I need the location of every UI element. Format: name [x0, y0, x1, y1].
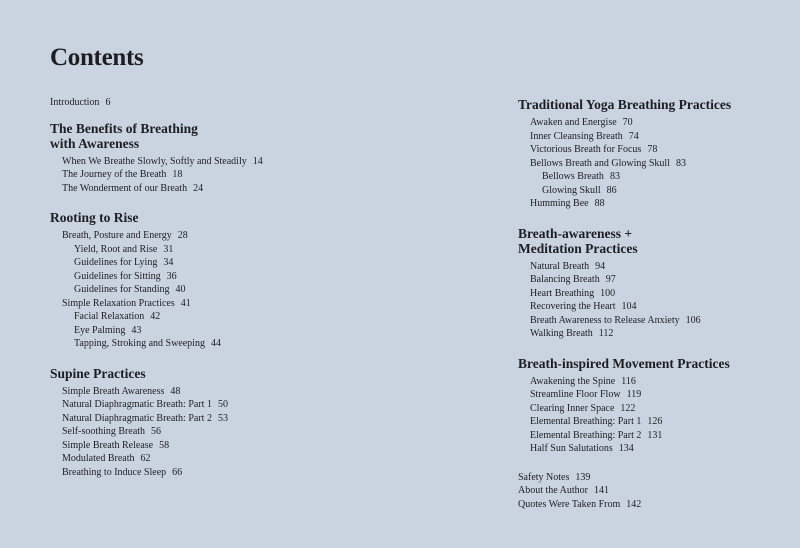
section-heading-line: Rooting to Rise — [50, 210, 139, 225]
toc-endmatter-entry[interactable] — [518, 471, 800, 485]
section-heading-line: Traditional Yoga Breathing Practices — [518, 97, 732, 112]
toc-entry-page: 48 — [170, 385, 181, 397]
toc-entry-page: 139 — [575, 471, 591, 483]
toc-entry-label: Tapping, Stroking and Sweeping — [74, 338, 205, 349]
toc-entry-label: Awaken and Energise — [530, 117, 617, 128]
toc-section — [518, 226, 800, 341]
toc-entry-label: Breathing to Induce Sleep — [62, 466, 167, 478]
toc-entry[interactable] — [50, 256, 390, 270]
toc-entry-page: 62 — [140, 453, 151, 464]
toc-entry-label: Victorious Breath for Focus — [530, 144, 642, 155]
toc-entry-label: Guidelines for Sitting — [74, 270, 161, 282]
section-heading[interactable] — [518, 97, 800, 112]
toc-entry[interactable] — [518, 300, 800, 314]
toc-entry[interactable] — [50, 229, 390, 243]
toc-entry-page: 134 — [618, 443, 634, 454]
toc-section — [50, 366, 390, 480]
toc-entry-label: Walking Breath — [530, 328, 593, 339]
toc-entry-label: Elemental Breathing: Part 1 — [530, 416, 642, 427]
section-heading-line: Breath-awareness + — [518, 225, 633, 241]
toc-entry[interactable] — [50, 155, 390, 169]
toc-entry-label: Guidelines for Lying — [74, 257, 158, 268]
toc-section — [518, 356, 800, 456]
toc-entry[interactable] — [50, 412, 390, 426]
toc-endmatter-entry[interactable] — [518, 484, 800, 498]
section-heading[interactable] — [518, 226, 800, 256]
toc-right-column — [518, 97, 800, 511]
toc-entry-page: 141 — [594, 485, 609, 496]
toc-entry-page: 112 — [598, 328, 614, 339]
toc-entry-label: Humming Bee — [530, 198, 589, 209]
toc-entry[interactable] — [518, 375, 800, 389]
section-heading-line: The Benefits of Breathing — [50, 120, 198, 136]
toc-entry-page: 97 — [605, 274, 616, 285]
toc-entry[interactable] — [518, 327, 800, 341]
toc-entry[interactable] — [518, 260, 800, 274]
toc-entry-label: Clearing Inner Space — [530, 402, 615, 414]
toc-entry[interactable] — [50, 398, 390, 412]
toc-entry[interactable] — [518, 116, 800, 130]
toc-entry-label: Half Sun Salutations — [530, 443, 613, 454]
toc-entry-page: 44 — [210, 338, 221, 349]
section-heading[interactable] — [50, 366, 390, 381]
toc-entry-label: Heart Breathing — [530, 287, 595, 299]
toc-entry-label: Quotes Were Taken From — [518, 498, 621, 510]
toc-entry-label: Streamline Floor Flow — [530, 389, 621, 400]
toc-entry-page: 34 — [163, 257, 174, 268]
toc-entry[interactable] — [518, 273, 800, 287]
section-heading[interactable] — [50, 121, 390, 151]
toc-entry[interactable] — [518, 197, 800, 211]
toc-entry[interactable] — [518, 130, 800, 144]
toc-entry[interactable] — [518, 184, 800, 198]
toc-entry[interactable] — [50, 439, 390, 453]
section-heading[interactable] — [50, 210, 390, 225]
toc-entry-label: Natural Diaphragmatic Breath: Part 2 — [62, 412, 212, 424]
toc-entry[interactable] — [50, 324, 390, 338]
toc-entry-label: Glowing Skull — [542, 184, 601, 196]
toc-entry-page: 24 — [193, 182, 204, 194]
toc-entry-label: Recovering the Heart — [530, 301, 616, 312]
toc-entry[interactable] — [50, 337, 390, 351]
toc-entry-label: Simple Breath Release — [62, 439, 154, 451]
toc-entry[interactable] — [50, 270, 390, 284]
toc-entry-page: 66 — [172, 466, 183, 478]
toc-entry-label: Awakening the Spine — [530, 375, 616, 387]
toc-entry-page: 74 — [628, 130, 639, 142]
toc-entry-page: 14 — [252, 155, 263, 167]
toc-entry-label: Eye Palming — [74, 324, 126, 336]
toc-entry[interactable] — [518, 143, 800, 157]
toc-entry-label: Natural Diaphragmatic Breath: Part 1 — [62, 399, 212, 410]
toc-entry[interactable] — [50, 168, 390, 182]
toc-entry[interactable] — [50, 310, 390, 324]
toc-entry[interactable] — [50, 283, 390, 297]
page-title: Contents — [50, 44, 144, 71]
section-heading-line: Supine Practices — [50, 365, 146, 381]
toc-entry-page: 119 — [626, 389, 642, 400]
toc-entry-introduction[interactable] — [50, 96, 390, 110]
toc-entry-label: About the Author — [518, 485, 588, 496]
toc-section — [518, 97, 800, 211]
toc-entry-label: Inner Cleansing Breath — [530, 130, 623, 142]
toc-section — [50, 121, 390, 196]
toc-entry-page: 18 — [172, 169, 183, 180]
toc-entry-label: When We Breathe Slowly, Softly and Steadily — [62, 155, 247, 167]
toc-section — [50, 210, 390, 351]
toc-entry[interactable] — [518, 170, 800, 184]
toc-entry-label: Modulated Breath — [62, 453, 135, 464]
toc-entry[interactable] — [50, 385, 390, 399]
toc-entry-page: 58 — [159, 439, 170, 451]
toc-entry-label: Facial Relaxation — [74, 311, 145, 322]
toc-entry-label: The Wonderment of our Breath — [62, 182, 188, 194]
toc-entry-page: 42 — [150, 311, 161, 322]
toc-entry[interactable] — [518, 287, 800, 301]
toc-entry[interactable] — [518, 388, 800, 402]
toc-entry-page: 100 — [600, 287, 616, 299]
toc-entry-page: 104 — [621, 301, 637, 312]
toc-entry-label: Introduction — [50, 97, 100, 108]
toc-entry-label: Breath Awareness to Release Anxiety — [530, 314, 680, 326]
toc-entry-page: 28 — [177, 230, 188, 241]
toc-entry-page: 78 — [647, 144, 658, 155]
toc-entry-page: 86 — [606, 184, 617, 196]
toc-entry-page: 116 — [621, 375, 636, 387]
toc-entry-page: 53 — [217, 412, 228, 424]
toc-entry-label: Breath, Posture and Energy — [62, 230, 172, 241]
toc-entry-label: Bellows Breath — [542, 171, 604, 182]
toc-entry-label: Natural Breath — [530, 260, 590, 272]
toc-entry-page: 126 — [647, 416, 663, 427]
toc-entry-label: Guidelines for Standing — [74, 284, 170, 295]
toc-entry-page: 106 — [685, 314, 701, 326]
toc-entry-page: 43 — [131, 324, 142, 336]
toc-entry-page: 142 — [626, 498, 642, 510]
toc-entry[interactable] — [518, 402, 800, 416]
toc-entry-page: 131 — [647, 429, 663, 441]
toc-entry-page: 88 — [594, 198, 605, 209]
toc-entry-page: 40 — [175, 284, 186, 295]
section-heading[interactable] — [518, 356, 800, 371]
toc-entry[interactable] — [518, 314, 800, 328]
toc-entry[interactable] — [518, 415, 800, 429]
toc-entry[interactable] — [50, 425, 390, 439]
toc-entry-page: 83 — [676, 157, 686, 169]
toc-entry-label: Elemental Breathing: Part 2 — [530, 429, 642, 441]
toc-entry-page: 70 — [622, 117, 633, 128]
toc-entry-page: 36 — [166, 270, 177, 282]
toc-entry-page: 56 — [151, 426, 162, 437]
toc-entry-label: Simple Breath Awareness — [62, 385, 165, 397]
toc-entry[interactable] — [518, 442, 800, 456]
toc-entry[interactable] — [50, 243, 390, 257]
section-heading-line: Breath-inspired Movement Practices — [518, 355, 730, 371]
toc-entry-label: Bellows Breath and Glowing Skull — [530, 157, 670, 169]
toc-entry-page: 41 — [180, 297, 191, 309]
toc-entry-page: 83 — [609, 171, 620, 182]
toc-entry-page: 50 — [217, 399, 228, 410]
toc-entry[interactable] — [50, 466, 390, 480]
toc-entry[interactable] — [518, 157, 800, 171]
toc-left-column — [50, 96, 390, 494]
toc-entry[interactable] — [50, 452, 390, 466]
toc-entry[interactable] — [50, 297, 390, 311]
toc-entry-page: 94 — [595, 260, 606, 272]
toc-entry[interactable] — [50, 182, 390, 196]
toc-endmatter-entry[interactable] — [518, 498, 800, 512]
toc-entry-label: The Journey of the Breath — [62, 169, 167, 180]
toc-entry-label: Self-soothing Breath — [62, 426, 146, 437]
section-heading-line: with Awareness — [50, 135, 140, 151]
section-heading-line: Meditation Practices — [518, 240, 638, 256]
toc-entry-page: 6 — [105, 97, 111, 108]
toc-entry[interactable] — [518, 429, 800, 443]
toc-entry-label: Simple Relaxation Practices — [62, 297, 175, 309]
toc-entry-label: Balancing Breath — [530, 274, 600, 285]
toc-entry-page: 122 — [620, 402, 636, 414]
toc-entry-label: Yield, Root and Rise — [74, 243, 158, 255]
toc-entry-label: Safety Notes — [518, 471, 570, 483]
toc-entry-page: 31 — [163, 243, 174, 255]
